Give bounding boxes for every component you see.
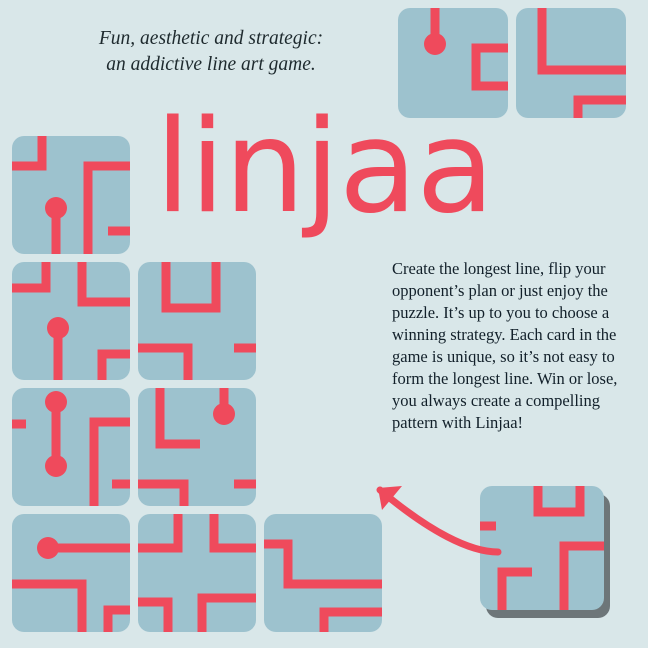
card-mid-2: [138, 262, 256, 380]
description-text: Create the longest line, flip your opponent’s plan or just enjoy the puzzle. It’s up to you to choose a winning strategy. Each card in the game is unique, so it’s not easy to form the longest line. Win or lose, you always create a compelling pattern with Linjaa!: [392, 259, 618, 432]
card-top-2: [516, 8, 626, 118]
tagline: [46, 26, 376, 79]
card-mid-4: [138, 514, 256, 632]
card-left-4: [12, 514, 130, 632]
tagline-line-2: an addictive line art game.: [106, 54, 316, 76]
card-right-4: [264, 514, 382, 632]
card-left-3: [12, 388, 130, 506]
tagline-line-1: Fun, aesthetic and strategic:: [98, 28, 324, 49]
card-mid-3: [138, 388, 256, 506]
card-left-2: [12, 262, 130, 380]
card-highlight[interactable]: [480, 486, 604, 610]
page-title: linjaa: [155, 93, 494, 242]
card-left-1: [12, 136, 130, 254]
